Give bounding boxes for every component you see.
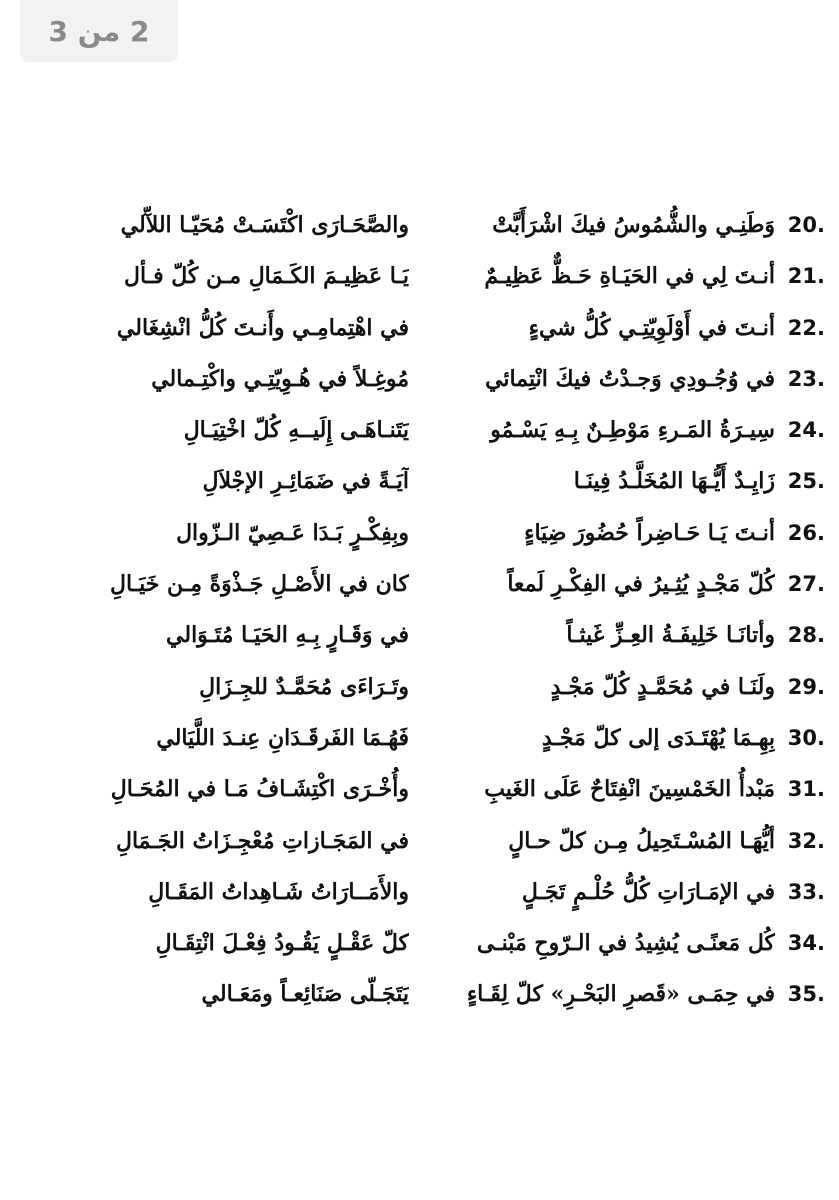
verse-line [0, 713, 839, 764]
poem [0, 200, 839, 1021]
verse-first-hemistich: زَايِـدٌ أَيُّـهَا المُخَلَّـدُ فِينَـا [573, 468, 775, 495]
verse-first-hemistich: بِهِـمَا يُهْتَـدَى إلى كلّ مَجْـدٍ [541, 724, 775, 751]
verse-number: 27. [787, 572, 825, 597]
verse-second-hemistich: والصَّحَـارَى اكْتَسَـتْ مُحَيّـا اللآّلي [120, 212, 409, 238]
verse-first-hemistich: وَطَنِـي والشُّمُوسُ فيكَ اشْرَأَبَّتْ [492, 212, 775, 238]
verse-number: 31. [787, 777, 825, 802]
verse-second-hemistich: وتَـرَاءَى مُحَمَّـدٌ للجِـزَالِ [199, 673, 409, 700]
verse-line [0, 969, 839, 1020]
verse-first-hemistich: أيُّهَـا المُسْـتَحِيلُ مِـن كلّ حـالٍ [508, 827, 775, 854]
verse-second-hemistich: في وَقَـارٍ بِـهِ الحَيَـا مُتَـوَالي [166, 622, 409, 649]
verse-second-hemistich: كلّ عَقْـلٍ يَقُـودُ فِعْـلَ انْتِقَـالِ [155, 930, 409, 957]
verse-second-hemistich: في اهْتِمامِـي وأَنـتَ كُلُّ انْشِغَالي [116, 314, 409, 341]
verse-number: 33. [787, 879, 825, 904]
verse-second-hemistich: آيَـةً في ضَمَائِـرِ الإجْلاَلِ [202, 468, 409, 495]
verse-line [0, 456, 839, 507]
verse-line [0, 251, 839, 302]
verse-second-hemistich: يَـا عَظِيـمَ الكَـمَالِ مـن كُلّ فـأل [123, 263, 409, 290]
verse-number: 29. [787, 674, 825, 699]
verse-line [0, 354, 839, 405]
verse-second-hemistich: مُوغِـلاً في هُـوِيّتِـي واكْتِـمالي [151, 365, 409, 392]
verse-line [0, 867, 839, 918]
verse-first-hemistich: ولَنَـا في مُحَمَّـدٍ كُلّ مَجْـدٍ [550, 673, 775, 700]
verse-number: 22. [787, 315, 825, 340]
verse-line [0, 200, 839, 251]
verse-second-hemistich: في المَجَـازاتِ مُعْجِـزَاتُ الجَـمَالِ [115, 827, 409, 854]
verse-number: 34. [787, 931, 825, 956]
verse-first-hemistich: كُل مَعنًـى يُشِيدُ في الـرّوحِ مَبْنـى [476, 930, 775, 957]
verse-number: 21. [787, 264, 825, 289]
verse-line [0, 918, 839, 969]
verse-line [0, 559, 839, 610]
verse-line [0, 610, 839, 661]
verse-first-hemistich: في الإمَـارَاتِ كُلُّ حُلْـمٍ تَجَـلٍ [521, 878, 775, 905]
verse-number: 35. [787, 982, 825, 1007]
verse-line [0, 816, 839, 867]
verse-second-hemistich: والأَمَــارَاتُ شَـاهِداتُ المَقَـالِ [148, 878, 409, 905]
verse-first-hemistich: أنـتَ في أَوْلَوِيّتِـي كُلُّ شيءٍ [528, 314, 775, 341]
verse-number: 28. [787, 623, 825, 648]
verse-line [0, 764, 839, 815]
verse-first-hemistich: في حِمَـى «قَصرِ البَحْـرِ» كلّ لِقَـاءٍ [466, 981, 775, 1008]
verse-line [0, 303, 839, 354]
verse-line [0, 405, 839, 456]
verse-number: 32. [787, 828, 825, 853]
verse-second-hemistich: وأُخْـرَى اكْتِشَـافُ مَـا في المُحَـالِ [110, 776, 409, 803]
verse-number: 24. [787, 418, 825, 443]
verse-line [0, 662, 839, 713]
verse-number: 25. [787, 469, 825, 494]
verse-number: 30. [787, 725, 825, 750]
verse-first-hemistich: أنـتَ لِي في الحَيَـاةِ حَـظٌّ عَظِيـمٌ [484, 263, 775, 290]
verse-number: 23. [787, 366, 825, 391]
verse-second-hemistich: يَتَنـاهَـى إِلَيــهِ كُلّ اخْتِيَـالِ [183, 417, 409, 444]
verse-second-hemistich: كان في الأَصْـلِ جَـذْوَةً مِـن خَيَـالِ [109, 571, 409, 598]
verse-number: 26. [787, 520, 825, 545]
verse-first-hemistich: كُلّ مَجْـدٍ يُثِـيرُ في الفِكْـرِ لَمعاً [507, 571, 775, 598]
verse-line [0, 508, 839, 559]
verse-first-hemistich: سِيـرَةُ المَـرءِ مَوْطِـنٌ بِـهِ يَسْـمُو [490, 417, 775, 444]
verse-first-hemistich: مَبْدأُ الخَمْسِينَ انْفِتَاحٌ عَلَى الغَيبِ [484, 776, 775, 803]
page-indicator: 2 من 3 [20, 0, 178, 62]
verse-first-hemistich: وأتانَـا خَلِيفَـةُ العِـزِّ غَيثـاً [566, 622, 775, 649]
verse-second-hemistich: فَهُـمَا الفَرقَـدَانِ عِنـدَ اللَّيَالي [156, 724, 409, 751]
verse-first-hemistich: في وُجُـودِي وَجـدْتُ فيكَ انْتِمائي [485, 365, 775, 392]
verse-second-hemistich: يَتَجَـلّى صَنَائِعـاً ومَعَـالي [201, 981, 409, 1008]
verse-first-hemistich: أنـتَ يَـا حَـاضِراً حُضُورَ ضِيَاءٍ [524, 519, 775, 546]
verse-second-hemistich: وبِفِكْـرٍ بَـدَا عَـصِيّ الـزّوال [176, 519, 409, 546]
verse-number: 20. [787, 213, 825, 237]
